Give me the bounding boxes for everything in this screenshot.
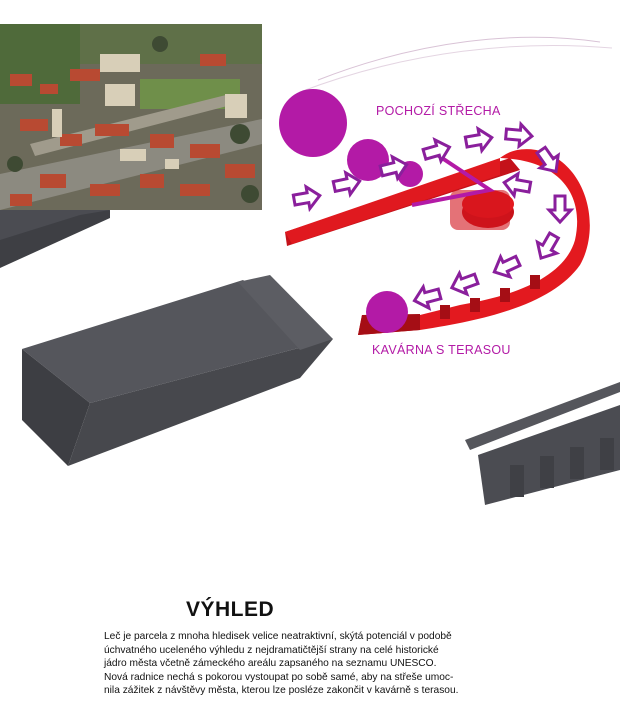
description-line: Nová radnice nechá s pokorou vystoupat po sobě samé, aby na střeše umoc- <box>104 671 454 683</box>
description-line: Leč je parcela z mnoha hledisek velice neatraktivní, skýtá potenciál v podobě <box>104 631 452 642</box>
description-paragraph <box>104 630 524 698</box>
walkable-roof-label: POCHOZÍ STŘECHA <box>376 104 501 118</box>
section-heading: VÝHLED <box>186 598 275 621</box>
right-building-mass <box>465 382 620 505</box>
cafe-terrace-label: KAVÁRNA S TERASOU <box>372 343 511 357</box>
description-line: úchvatného uceleného výhledu z nejdramatičtější strany na celé historické <box>104 644 439 656</box>
description-line: jádro města včetně zámeckého areálu zapsaného na seznamu UNESCO. <box>104 658 437 670</box>
description-line: nila zážitek z návštěvy města, kterou lze posléze zakončit v kavárně s terasou. <box>104 685 459 697</box>
central-building-mass <box>22 275 333 466</box>
